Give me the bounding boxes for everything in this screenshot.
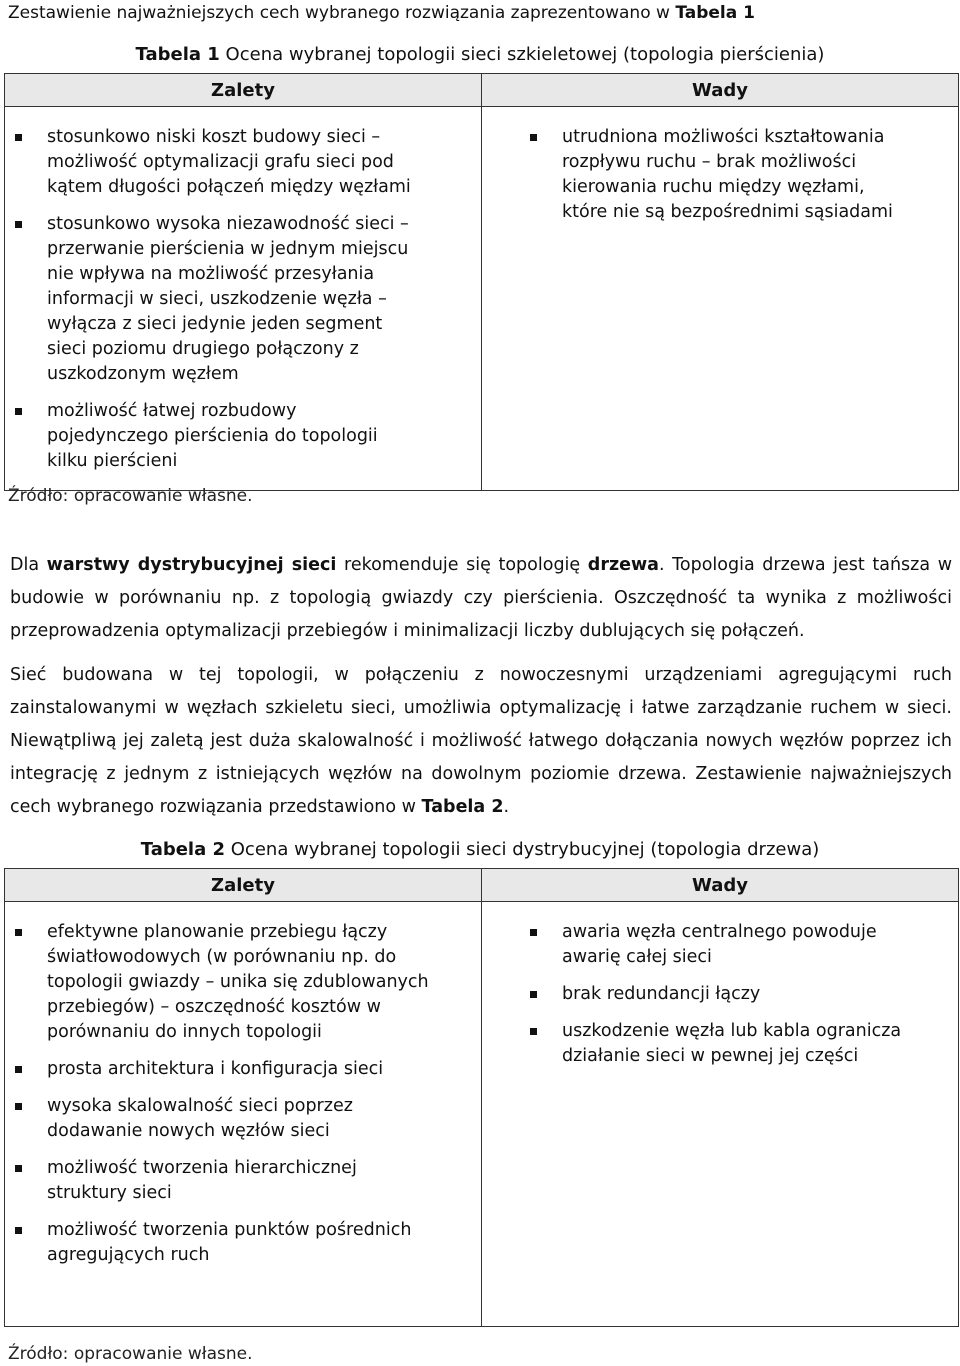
list-item: uszkodzenie węzła lub kabla ogranicza działanie sieci w pewnej jej części bbox=[562, 1019, 922, 1069]
table2-header-pros: Zalety bbox=[5, 869, 482, 902]
table2-caption-text: Ocena wybranej topologii sieci dystrybucyjnej (topologia drzewa) bbox=[225, 839, 820, 860]
list-item: utrudniona możliwości kształtowania rozpływu ruchu – brak możliwości kierowania ruchu między węzłami, które nie są bezpośrednimi sąsiadami bbox=[562, 125, 912, 225]
table1-cons-list bbox=[562, 125, 948, 225]
list-item: stosunkowo niski koszt budowy sieci – możliwość optymalizacji grafu sieci pod kątem długości połączeń między węzłami bbox=[47, 125, 417, 200]
list-item: prosta architektura i konfiguracja sieci bbox=[47, 1057, 442, 1082]
para1-bold-2: drzewa bbox=[587, 555, 659, 575]
list-item: stosunkowo wysoka niezawodność sieci – przerwanie pierścienia w jednym miejscu nie wpływa na możliwość przesyłania informacji w sieci, uszkodzenie węzła – wyłącza z sieci jedynie jeden segment sieci poziomu drugiego połączony z uszkodzonym węzłem bbox=[47, 212, 417, 387]
list-item: możliwość łatwej rozbudowy pojedynczego pierścienia do topologii kilku pierścieni bbox=[47, 399, 417, 474]
table1-caption-text: Ocena wybranej topologii sieci szkieletowej (topologia pierścienia) bbox=[219, 44, 825, 65]
table1-pros-cell bbox=[5, 107, 482, 491]
table2-caption-label: Tabela 2 bbox=[140, 839, 226, 860]
table1-header-cons: Wady bbox=[482, 74, 959, 107]
list-item: możliwość tworzenia hierarchicznej struktury sieci bbox=[47, 1156, 387, 1206]
para2-text-2: . bbox=[503, 797, 510, 817]
para1-bold-1: warstwy dystrybucyjnej sieci bbox=[46, 555, 337, 575]
table1-caption-label: Tabela 1 bbox=[135, 44, 220, 65]
para1-text-1: Dla bbox=[10, 555, 47, 575]
table2-header-cons: Wady bbox=[482, 869, 959, 902]
list-item: efektywne planowanie przebiegu łączy światłowodowych (w porównaniu np. do topologii gwiazdy – unika się zdublowanych przebiegów) – oszczędność kosztów w porównaniu do innych topologii bbox=[47, 920, 442, 1045]
table1-caption bbox=[0, 43, 960, 67]
para2-bold-1: Tabela 2 bbox=[421, 797, 504, 817]
table2-source: Źródło: opracowanie własne. bbox=[8, 1344, 253, 1364]
paragraph-1 bbox=[10, 549, 952, 648]
table1-cons-cell bbox=[482, 107, 959, 491]
para2-text-1: Sieć budowana w tej topologii, w połączeniu z nowoczesnymi urządzeniami agregującymi ruch zainstalowanymi w węzłach szkieletu sieci, umożliwia optymalizację i łatwe zarządzanie ruchem w sieci. Niewątpliwą jej zaletą jest duża skalowalność i możliwość łatwego dołączania nowych węzłów poprzez ich integrację z jednym z istniejących węzłów na dowolnym poziomie drzewa. Zestawienie najważniejszych cech wybranego rozwiązania przedstawiono w bbox=[10, 665, 952, 817]
table1-pros-list bbox=[47, 125, 471, 474]
table2-cons-cell bbox=[482, 902, 959, 1327]
table2-pros-cell bbox=[5, 902, 482, 1327]
list-item: brak redundancji łączy bbox=[562, 982, 922, 1007]
list-item: awaria węzła centralnego powoduje awarię całej sieci bbox=[562, 920, 922, 970]
para1-text-3: . Topologia drzewa jest tańsza w budowie w porównaniu np. z topologią gwiazdy czy pierścienia. Oszczędność ta wynika z możliwości przeprowadzenia optymalizacji przebiegów i minimalizacji liczby dublujących się połączeń. bbox=[10, 555, 953, 641]
table1 bbox=[4, 73, 959, 491]
para1-text-2: rekomenduje się topologię bbox=[336, 555, 588, 575]
table1-header-pros: Zalety bbox=[5, 74, 482, 107]
paragraph-2 bbox=[10, 659, 952, 824]
list-item: możliwość tworzenia punktów pośrednich agregujących ruch bbox=[47, 1218, 442, 1268]
intro-table-ref: Tabela 1 bbox=[675, 3, 755, 23]
intro-line bbox=[8, 2, 956, 24]
table2-pros-list bbox=[47, 920, 471, 1268]
table2-cons-list bbox=[562, 920, 948, 1069]
table2 bbox=[4, 868, 959, 1327]
table1-source: Źródło: opracowanie własne. bbox=[8, 486, 253, 506]
list-item: wysoka skalowalność sieci poprzez dodawanie nowych węzłów sieci bbox=[47, 1094, 387, 1144]
intro-text: Zestawienie najważniejszych cech wybranego rozwiązania zaprezentowano w bbox=[8, 3, 676, 23]
table2-caption bbox=[0, 838, 960, 862]
